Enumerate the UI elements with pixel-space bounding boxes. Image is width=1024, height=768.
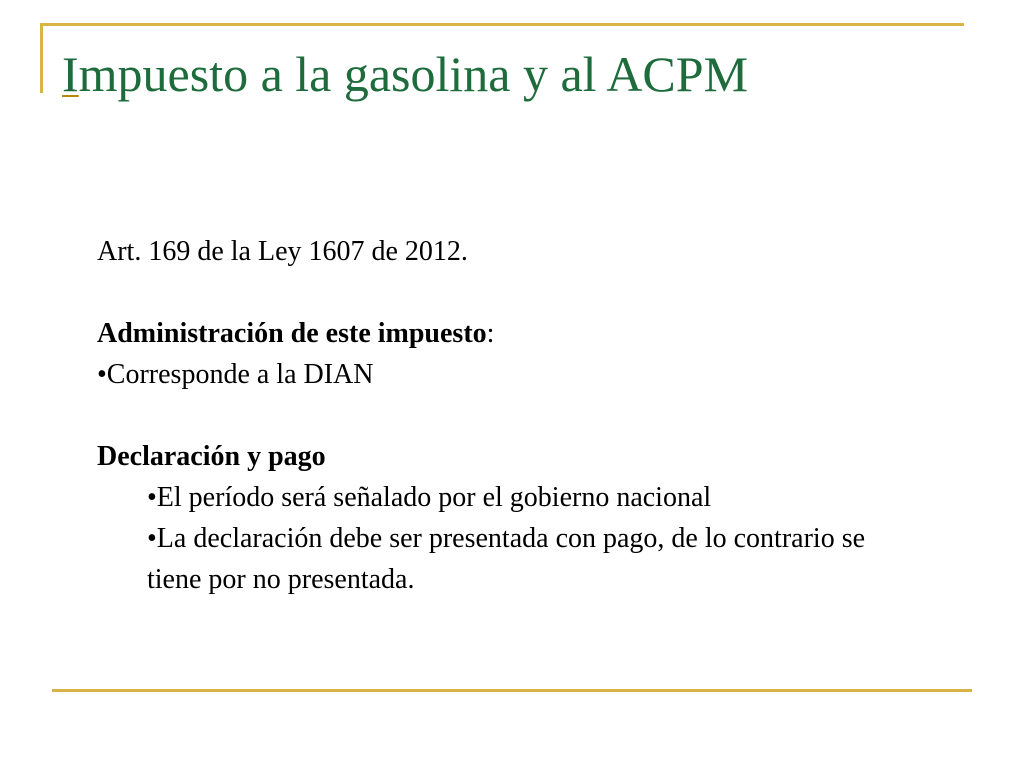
declaration-heading: Declaración y pago (97, 441, 326, 472)
declaration-bullet-period: •El período será señalado por el gobierno nacional (147, 482, 712, 513)
declaration-bullet-payment: •La declaración debe ser presentada con pago, de lo contrario se tiene por no presentada. (147, 523, 866, 595)
admin-bullet: •Corresponde a la DIAN (97, 359, 374, 390)
admin-heading: Administración de este impuesto (97, 318, 487, 349)
slide-body (97, 231, 917, 600)
title-rest: mpuesto a la gasolina y al ACPM (78, 46, 749, 102)
title-first-letter: I (62, 46, 79, 102)
spacer (97, 395, 917, 436)
spacer (97, 272, 917, 313)
frame-top-rule (40, 23, 964, 26)
frame-left-rule (40, 23, 43, 93)
admin-heading-colon: : (486, 318, 495, 349)
admin-heading-line (97, 313, 917, 354)
slide-title (62, 42, 748, 106)
article-reference: Art. 169 de la Ley 1607 de 2012. (97, 236, 468, 267)
frame-bottom-rule (52, 689, 972, 692)
